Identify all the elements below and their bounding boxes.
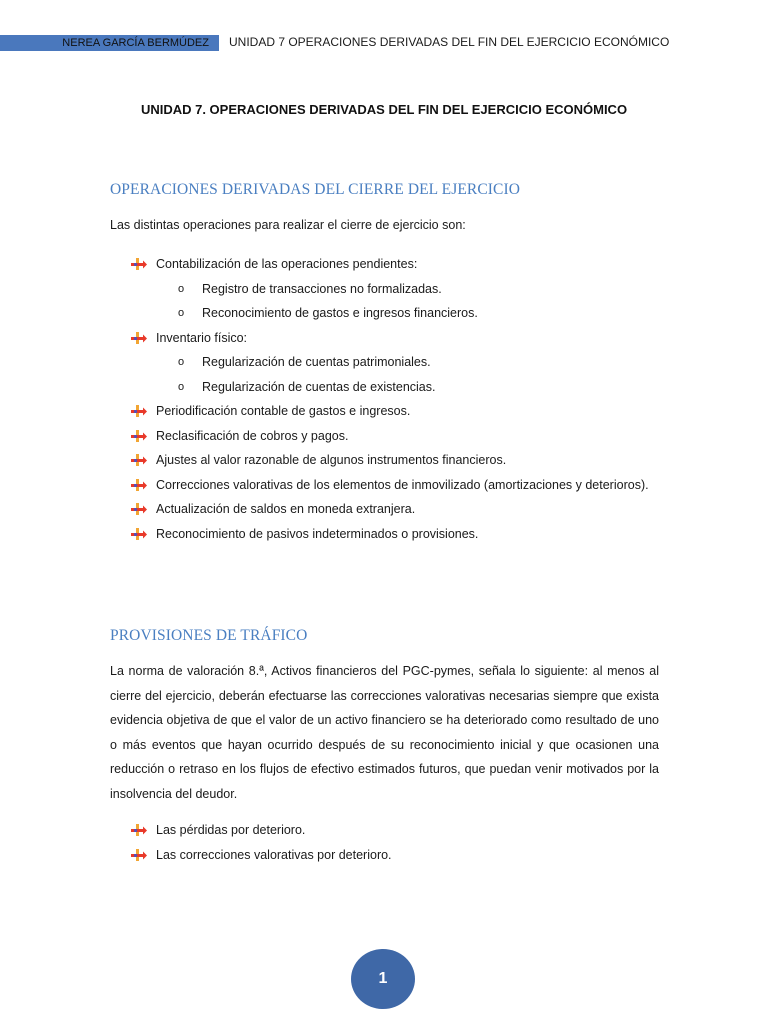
sub-list-item <box>0 301 768 326</box>
section-heading-cierre: OPERACIONES DERIVADAS DEL CIERRE DEL EJERCICIO <box>110 181 521 198</box>
list-item-text: Reconocimiento de pasivos indeterminados o provisiones. <box>156 526 479 541</box>
colored-arrow-bullet-icon <box>131 479 147 491</box>
list-item <box>0 252 768 277</box>
list-item <box>0 326 768 351</box>
list-item-text: Contabilización de las operaciones pendientes: <box>156 257 418 271</box>
sub-list-item-text: Registro de transacciones no formalizadas. <box>202 281 442 296</box>
header-author-bar <box>0 35 219 51</box>
list-item <box>0 522 768 547</box>
list-item <box>0 843 768 868</box>
document-title: UNIDAD 7. OPERACIONES DERIVADAS DEL FIN DEL EJERCICIO ECONÓMICO <box>140 102 628 117</box>
sub-list-item-text: Regularización de cuentas patrimoniales. <box>202 355 431 369</box>
list-item <box>0 473 768 498</box>
list-item-text: Reclasificación de cobros y pagos. <box>156 428 349 443</box>
page-number-badge <box>351 949 415 1009</box>
list-item <box>0 497 768 522</box>
list-item-text: Actualización de saldos en moneda extranjera. <box>156 502 416 516</box>
provisiones-list <box>0 818 768 867</box>
sub-bullet-marker: o <box>178 282 185 295</box>
sub-list-item-text: Regularización de cuentas de existencias. <box>202 379 436 394</box>
intro-paragraph: Las distintas operaciones para realizar el cierre de ejercicio son: <box>110 218 466 232</box>
sub-list-item-text: Reconocimiento de gastos e ingresos financieros. <box>202 306 478 320</box>
page-number: 1 <box>378 970 388 987</box>
list-item-text: Inventario físico: <box>156 330 248 345</box>
colored-arrow-bullet-icon <box>131 430 147 442</box>
list-item <box>0 424 768 449</box>
list-item-text: Las correcciones valorativas por deterioro. <box>156 847 392 862</box>
section-heading-provisiones: PROVISIONES DE TRÁFICO <box>110 627 308 644</box>
list-item <box>0 448 768 473</box>
sub-list-item <box>0 375 768 400</box>
list-item <box>0 818 768 843</box>
colored-arrow-bullet-icon <box>131 824 147 836</box>
list-item-text: Las pérdidas por deterioro. <box>156 823 306 837</box>
colored-arrow-bullet-icon <box>131 528 147 540</box>
sub-bullet-marker: o <box>178 356 185 368</box>
colored-arrow-bullet-icon <box>131 405 147 417</box>
sub-bullet-marker: o <box>178 380 185 393</box>
colored-arrow-bullet-icon <box>131 258 147 270</box>
operations-list <box>0 252 768 546</box>
sub-list-item <box>0 350 768 375</box>
sub-list-item <box>0 277 768 302</box>
norma-paragraph: La norma de valoración 8.ª, Activos financieros del PGC-pymes, señala lo siguiente: al menos al cierre del ejercicio, deberán efectuarse las correcciones valorativas necesarias siempre que exista evidencia objetiva de que el valor de un activo financiero se ha deteriorado como resultado de uno o más eventos que hayan ocurrido después de su reconocimiento inicial y que ocasionen una reducción o retraso en los flujos de efectivo estimados futuros, que puedan venir motivados por la insolvencia del deudor. <box>110 664 659 801</box>
sub-bullet-marker: o <box>178 307 185 319</box>
colored-arrow-bullet-icon <box>131 332 147 344</box>
header-author: NEREA GARCÍA BERMÚDEZ <box>62 37 209 49</box>
colored-arrow-bullet-icon <box>131 454 147 466</box>
colored-arrow-bullet-icon <box>131 503 147 515</box>
list-item <box>0 399 768 424</box>
colored-arrow-bullet-icon <box>131 849 147 861</box>
list-item-text: Ajustes al valor razonable de algunos instrumentos financieros. <box>156 453 507 467</box>
list-item-text: Correcciones valorativas de los elementos de inmovilizado (amortizaciones y deterioros). <box>156 477 649 492</box>
header-unit-title: UNIDAD 7 OPERACIONES DERIVADAS DEL FIN DEL EJERCICIO ECONÓMICO <box>229 35 670 49</box>
list-item-text: Periodificación contable de gastos e ingresos. <box>156 404 411 418</box>
